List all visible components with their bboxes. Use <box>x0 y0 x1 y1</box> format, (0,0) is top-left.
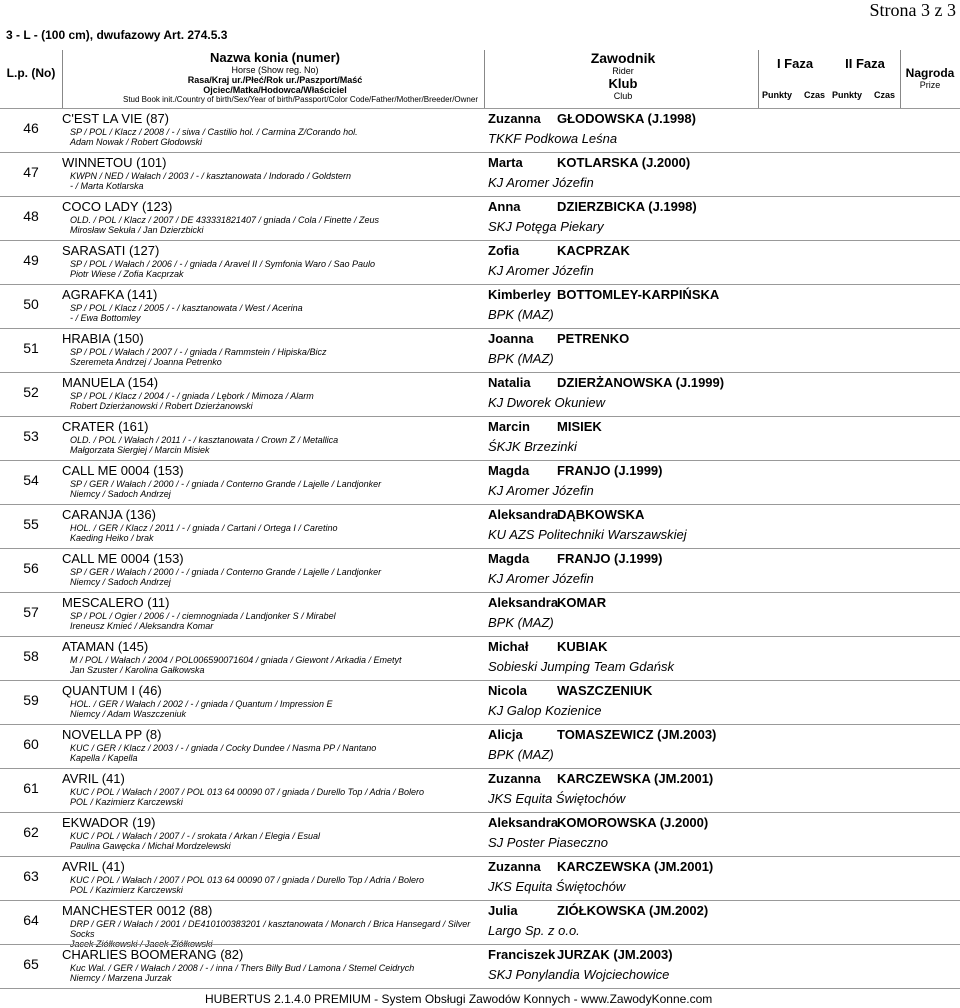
table-row <box>0 240 960 284</box>
header-prize-line2: Prize <box>919 80 941 90</box>
rider-club: SKJ Ponylandia Wojciechowice <box>488 967 670 982</box>
table-row <box>0 152 960 196</box>
horse-details: OLD. / POL / Klacz / 2007 / DE 433331821407 / gniada / Cola / Finette / Zeus <box>70 215 380 225</box>
horse-details: SP / POL / Klacz / 2008 / - / siwa / Castilio hol. / Carmina Z/Corando hol. <box>70 127 358 137</box>
row-number: 52 <box>23 384 39 400</box>
horse-name: NOVELLA PP (8) <box>62 727 162 742</box>
header-points-1: Punkty <box>762 90 793 100</box>
header-horse-line3: Rasa/Kraj ur./Płeć/Rok ur./Paszport/Maść <box>187 75 363 85</box>
header-horse-line5: Stud Book init./Country of birth/Sex/Year of birth/Passport/Color Code/Father/Mother/Breeder/Owner <box>123 95 478 104</box>
row-number: 57 <box>23 604 39 620</box>
horse-details: KWPN / NED / Wałach / 2003 / - / kasztanowata / Indorado / Goldstern <box>70 171 351 181</box>
row-number: 53 <box>23 428 39 444</box>
horse-info <box>70 523 480 543</box>
rider-last-name: DZIERZBICKA (J.1998) <box>557 199 697 214</box>
horse-owner: Paulina Gawęcka / Michał Mordzelewski <box>70 841 231 851</box>
rider-first-name: Aleksandra <box>488 815 559 830</box>
rider-club: KJ Dworek Okuniew <box>488 395 606 410</box>
horse-info <box>70 171 480 191</box>
horse-owner: - / Marta Kotlarska <box>70 181 144 191</box>
row-number: 61 <box>23 780 39 796</box>
horse-details: KUC / GER / Klacz / 2003 / - / gniada / Cocky Dundee / Nasma PP / Nantano <box>70 743 377 753</box>
table-row <box>0 900 960 949</box>
row-number: 47 <box>23 164 39 180</box>
horse-info <box>70 875 480 895</box>
footer: HUBERTUS 2.1.4.0 PREMIUM - System Obsługi Zawodów Konnych - www.ZawodyKonne.com <box>205 992 713 1006</box>
rider-club: KJ Aromer Józefin <box>488 175 594 190</box>
rider-last-name: MISIEK <box>557 419 602 434</box>
rider-first-name: Zuzanna <box>488 771 541 786</box>
horse-name: CRATER (161) <box>62 419 149 434</box>
rider-last-name: KARCZEWSKA (JM.2001) <box>557 771 714 786</box>
rider-club: KU AZS Politechniki Warszawskiej <box>488 527 687 542</box>
row-number: 54 <box>23 472 39 488</box>
rider-club: SKJ Potęga Piekary <box>488 219 604 234</box>
header-divider <box>758 50 759 108</box>
rider-last-name: KACPRZAK <box>557 243 630 258</box>
horse-info <box>70 391 480 411</box>
horse-info <box>70 435 480 455</box>
horse-name: QUANTUM I (46) <box>62 683 162 698</box>
rider-last-name: PETRENKO <box>557 331 630 346</box>
rider-club: Sobieski Jumping Team Gdańsk <box>488 659 674 674</box>
rider-first-name: Aleksandra <box>488 507 559 522</box>
horse-owner: Jacek Ziółkowski / Jacek Ziółkowski <box>70 939 213 949</box>
rider-first-name: Aleksandra <box>488 595 559 610</box>
horse-name: SARASATI (127) <box>62 243 160 258</box>
row-number: 50 <box>23 296 39 312</box>
horse-name: CHARLIES BOOMERANG (82) <box>62 947 244 962</box>
horse-name: C'EST LA VIE (87) <box>62 111 170 126</box>
rider-first-name: Alicja <box>488 727 523 742</box>
table-row <box>0 460 960 504</box>
rider-last-name: DĄBKOWSKA <box>557 507 645 522</box>
table-row <box>0 768 960 812</box>
horse-details: SP / POL / Klacz / 2005 / - / kasztanowata / West / Acerina <box>70 303 303 313</box>
horse-details: SP / GER / Wałach / 2000 / - / gniada / Conterno Grande / Lajelle / Landjonker <box>70 567 382 577</box>
rider-last-name: KOMOROWSKA (J.2000) <box>557 815 709 830</box>
rider-club: SJ Poster Piaseczno <box>488 835 608 850</box>
rider-club: BPK (MAZ) <box>488 351 554 366</box>
rider-club: JKS Equita Świętochów <box>488 791 626 806</box>
horse-owner: POL / Kazimierz Karczewski <box>70 885 183 895</box>
header-divider <box>62 50 63 108</box>
horse-info <box>70 963 480 983</box>
rider-first-name: Magda <box>488 463 530 478</box>
horse-owner: Adam Nowak / Robert Głodowski <box>70 137 203 147</box>
horse-info <box>70 127 480 147</box>
horse-name: CALL ME 0004 (153) <box>62 551 184 566</box>
horse-name: MANUELA (154) <box>62 375 159 390</box>
header-prize <box>900 66 960 90</box>
table-row <box>0 592 960 636</box>
rider-last-name: KOTLARSKA (J.2000) <box>557 155 691 170</box>
table-row <box>0 724 960 768</box>
horse-owner: - / Ewa Bottomley <box>70 313 141 323</box>
horse-details: SP / GER / Wałach / 2000 / - / gniada / Conterno Grande / Lajelle / Landjonker <box>70 479 382 489</box>
row-number: 58 <box>23 648 39 664</box>
row-number: 62 <box>23 824 39 840</box>
rider-last-name: BOTTOMLEY-KARPIŃSKA <box>557 287 720 302</box>
horse-details: Kuc Wal. / GER / Wałach / 2008 / - / inna / Thers Billy Bud / Lamona / Stemel Ceidrych <box>70 963 415 973</box>
row-number: 46 <box>23 120 39 136</box>
header-phase-1: I Faza <box>776 56 814 71</box>
rider-first-name: Marta <box>488 155 523 170</box>
rider-first-name: Zuzanna <box>488 859 541 874</box>
horse-owner: POL / Kazimierz Karczewski <box>70 797 183 807</box>
row-number: 56 <box>23 560 39 576</box>
horse-details: SP / POL / Klacz / 2004 / - / gniada / Lębork / Mimoza / Alarm <box>70 391 314 401</box>
header-time-1: Czas <box>804 90 826 100</box>
header-horse-line2: Horse (Show reg. No) <box>231 65 319 75</box>
rider-last-name: FRANJO (J.1999) <box>557 463 663 478</box>
horse-info <box>70 303 480 323</box>
horse-owner: Piotr Wiese / Zofia Kacprzak <box>70 269 184 279</box>
horse-name: EKWADOR (19) <box>62 815 156 830</box>
horse-name: WINNETOU (101) <box>62 155 167 170</box>
table-row <box>0 944 960 988</box>
rider-club: Largo Sp. z o.o. <box>488 923 580 938</box>
row-number: 64 <box>23 912 39 928</box>
horse-info <box>70 699 480 719</box>
horse-name: CALL ME 0004 (153) <box>62 463 184 478</box>
horse-name: CARANJA (136) <box>62 507 156 522</box>
row-number: 55 <box>23 516 39 532</box>
table-row <box>0 548 960 592</box>
horse-owner: Ireneusz Kmieć / Aleksandra Komar <box>70 621 214 631</box>
rider-club: BPK (MAZ) <box>488 615 554 630</box>
table-row <box>0 416 960 460</box>
row-number: 48 <box>23 208 39 224</box>
horse-owner: Niemcy / Sadoch Andrzej <box>70 577 171 587</box>
horse-name: AGRAFKA (141) <box>62 287 158 302</box>
horse-owner: Niemcy / Adam Waszczeniuk <box>70 709 187 719</box>
horse-owner: Kaeding Heiko / brak <box>70 533 154 543</box>
rider-last-name: KOMAR <box>557 595 607 610</box>
horse-name: AVRIL (41) <box>62 859 125 874</box>
header-rider-line3: Klub <box>608 76 638 91</box>
table-row <box>0 108 960 152</box>
horse-name: AVRIL (41) <box>62 771 125 786</box>
table-row <box>0 636 960 680</box>
horse-name: HRABIA (150) <box>62 331 144 346</box>
horse-owner: Niemcy / Sadoch Andrzej <box>70 489 171 499</box>
header-lp: L.p. (No) <box>6 66 56 80</box>
rider-club: KJ Aromer Józefin <box>488 483 594 498</box>
horse-owner: Niemcy / Marzena Jurzak <box>70 973 172 983</box>
horse-info <box>70 347 480 367</box>
horse-owner: Kapella / Kapella <box>70 753 138 763</box>
horse-owner: Jan Szuster / Karolina Gałkowska <box>70 665 205 675</box>
horse-info <box>70 567 480 587</box>
table-row <box>0 328 960 372</box>
row-number: 51 <box>23 340 39 356</box>
rider-club: KJ Aromer Józefin <box>488 263 594 278</box>
horse-info <box>70 259 480 279</box>
header-horse-line4: Ojciec/Matka/Hodowca/Właściciel <box>203 85 347 95</box>
header-rider-line4: Club <box>613 91 633 101</box>
header-phase-2: II Faza <box>845 56 885 71</box>
row-divider <box>0 988 960 989</box>
horse-details: OLD. / POL / Wałach / 2011 / - / kasztanowata / Crown Z / Metallica <box>70 435 339 445</box>
horse-name: COCO LADY (123) <box>62 199 173 214</box>
rider-club: TKKF Podkowa Leśna <box>488 131 618 146</box>
rider-last-name: WASZCZENIUK <box>557 683 653 698</box>
horse-name: MANCHESTER 0012 (88) <box>62 903 213 918</box>
rider-last-name: KARCZEWSKA (JM.2001) <box>557 859 714 874</box>
rider-club: BPK (MAZ) <box>488 747 554 762</box>
row-number: 65 <box>23 956 39 972</box>
rider-first-name: Anna <box>488 199 521 214</box>
rider-first-name: Nicola <box>488 683 528 698</box>
header-points-2: Punkty <box>832 90 863 100</box>
table-row <box>0 196 960 240</box>
horse-details: HOL. / GER / Klacz / 2011 / - / gniada / Cartani / Ortega I / Caretino <box>70 523 338 533</box>
rider-club: BPK (MAZ) <box>488 307 554 322</box>
rider-first-name: Zuzanna <box>488 111 541 126</box>
horse-info <box>70 743 480 763</box>
horse-owner: Mirosław Sekuła / Jan Dzierzbicki <box>70 225 204 235</box>
row-number: 49 <box>23 252 39 268</box>
horse-info <box>70 611 480 631</box>
rider-last-name: GŁODOWSKA (J.1998) <box>557 111 696 126</box>
row-number: 60 <box>23 736 39 752</box>
horse-info <box>70 831 480 851</box>
horse-info <box>70 655 480 675</box>
header-prize-line1: Nagroda <box>905 66 955 80</box>
horse-details: KUC / POL / Wałach / 2007 / POL 013 64 00090 07 / gniada / Durello Top / Adria / Bolero <box>70 787 425 797</box>
rider-first-name: Julia <box>488 903 518 918</box>
table-row <box>0 812 960 856</box>
header-divider <box>900 50 901 108</box>
rider-first-name: Michał <box>488 639 529 654</box>
rider-club: ŚKJK Brzezinki <box>488 439 577 454</box>
horse-owner: Małgorzata Siergiej / Marcin Misiek <box>70 445 210 455</box>
table-row <box>0 504 960 548</box>
header-time-2: Czas <box>874 90 896 100</box>
horse-owner: Szeremeta Andrzej / Joanna Petrenko <box>70 357 222 367</box>
rider-first-name: Natalia <box>488 375 531 390</box>
rider-last-name: FRANJO (J.1999) <box>557 551 663 566</box>
rider-first-name: Marcin <box>488 419 530 434</box>
header-rider <box>488 50 758 106</box>
horse-info <box>70 215 480 235</box>
horse-details: HOL. / GER / Wałach / 2002 / - / gniada / Quantum / Impression E <box>70 699 333 709</box>
rider-club: KJ Aromer Józefin <box>488 571 594 586</box>
rider-club: JKS Equita Świętochów <box>488 879 626 894</box>
rider-first-name: Kimberley <box>488 287 551 302</box>
rider-first-name: Franciszek <box>488 947 556 962</box>
table-row <box>0 680 960 724</box>
header-horse <box>70 50 480 106</box>
header-rider-line1: Zawodnik <box>590 50 656 66</box>
horse-details: KUC / POL / Wałach / 2007 / POL 013 64 00090 07 / gniada / Durello Top / Adria / Bolero <box>70 875 425 885</box>
rider-club: KJ Galop Kozienice <box>488 703 602 718</box>
table-row <box>0 284 960 328</box>
header-rider-line2: Rider <box>612 66 634 76</box>
horse-info <box>70 787 480 807</box>
competition-title: 3 - L - (100 cm), dwufazowy Art. 274.5.3 <box>6 28 228 42</box>
horse-owner: Robert Dzierżanowski / Robert Dzierżanowski <box>70 401 253 411</box>
horse-details: DRP / GER / Wałach / 2001 / DE410100383201 / kasztanowata / Monarch / Brica Hansegard / Silver Socks <box>70 919 471 939</box>
rider-last-name: DZIERŻANOWSKA (J.1999) <box>557 375 725 390</box>
rider-first-name: Zofia <box>488 243 520 258</box>
rider-first-name: Joanna <box>488 331 534 346</box>
row-number: 63 <box>23 868 39 884</box>
horse-info <box>70 479 480 499</box>
page-number: Strona 3 z 3 <box>869 0 956 20</box>
horse-details: SP / POL / Wałach / 2007 / - / gniada / Rammstein / Hipiska/Bicz <box>70 347 327 357</box>
rider-last-name: TOMASZEWICZ (JM.2003) <box>557 727 717 742</box>
horse-details: KUC / POL / Wałach / 2007 / - / srokata / Arkan / Elegia / Esual <box>70 831 320 841</box>
horse-name: MESCALERO (11) <box>62 595 170 610</box>
rider-last-name: JURZAK (JM.2003) <box>557 947 673 962</box>
horse-details: M / POL / Wałach / 2004 / POL006590071604 / gniada / Giewont / Arkadia / Emetyt <box>70 655 402 665</box>
table-row <box>0 856 960 900</box>
rider-last-name: KUBIAK <box>557 639 608 654</box>
horse-details: SP / POL / Ogier / 2006 / - / ciemnogniada / Landjonker S / Mirabel <box>70 611 336 621</box>
horse-details: SP / POL / Wałach / 2006 / - / gniada / Aravel II / Symfonia Waro / Sao Paulo <box>70 259 375 269</box>
header-divider <box>484 50 485 108</box>
rider-last-name: ZIÓŁKOWSKA (JM.2002) <box>557 903 709 918</box>
table-row <box>0 372 960 416</box>
row-number: 59 <box>23 692 39 708</box>
horse-name: ATAMAN (145) <box>62 639 149 654</box>
header-horse-line1: Nazwa konia (numer) <box>209 50 341 65</box>
rider-first-name: Magda <box>488 551 530 566</box>
